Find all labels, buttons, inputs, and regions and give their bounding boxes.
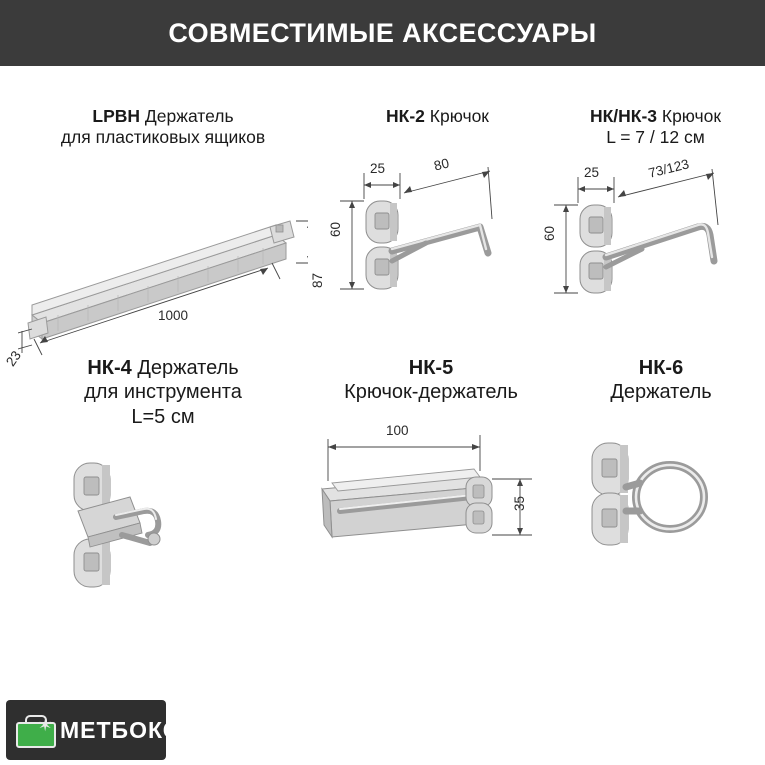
item-code-nk4: НК-4 — [87, 357, 132, 379]
item-name-lpbh-line1: Держатель — [144, 106, 234, 126]
items-grid — [0, 66, 765, 686]
item-name-nk4-line3: L=5 см — [131, 405, 195, 428]
item-caption-nk2 — [330, 106, 545, 127]
item-code-nk3: НК/НК-3 — [589, 106, 657, 126]
item-card-nk3 — [542, 106, 763, 361]
item-name-nk5: Крючок-держатель — [344, 381, 518, 404]
dim-nk5-35: 35 — [512, 495, 527, 511]
item-card-nk2 — [330, 106, 545, 357]
header-bar — [0, 0, 765, 66]
toolbox-icon — [12, 710, 56, 750]
item-caption-nk5 — [306, 356, 556, 405]
item-name-nk3-line1: Крючок — [661, 106, 722, 126]
dim-nk2-25: 25 — [370, 161, 386, 177]
item-name-nk3-line2: L = 7 / 12 см — [606, 127, 705, 148]
brand-name: МЕТБОКС — [60, 716, 181, 743]
lpbh-illustration — [18, 163, 308, 363]
item-name-nk6: Держатель — [610, 381, 712, 404]
item-card-nk5 — [306, 356, 556, 611]
item-drawing-nk5 — [306, 422, 556, 611]
brand-logo — [6, 700, 181, 760]
item-name-nk4-line2: для инструмента — [84, 381, 242, 404]
item-code-nk6: НК-6 — [638, 357, 684, 379]
item-caption-nk4 — [18, 356, 308, 429]
item-code-nk5: НК-5 — [408, 357, 454, 379]
nk4-illustration — [18, 453, 308, 633]
item-name-nk2: Крючок — [429, 106, 489, 126]
dim-nk5-100: 100 — [386, 422, 409, 438]
dim-nk2-80: 80 — [432, 155, 451, 174]
dim-nk3-73-123: 73/123 — [646, 155, 691, 181]
dim-nk3-60: 60 — [542, 225, 557, 241]
nk2-illustration — [330, 157, 545, 347]
item-code-lpbh: LPBH — [92, 106, 141, 126]
item-drawing-nk4 — [18, 453, 308, 633]
dim-nk3-25: 25 — [584, 164, 600, 180]
item-card-nk4 — [18, 356, 308, 633]
page-title: СОВМЕСТИМЫЕ АКСЕССУАРЫ — [168, 17, 597, 48]
wrench-icon: ✶ — [38, 716, 53, 735]
dim-nk2-60: 60 — [328, 222, 343, 238]
item-name-lpbh-line2: для пластиковых ящиков — [60, 127, 266, 148]
nk6-illustration — [566, 431, 756, 591]
item-name-nk4-line1: Держатель — [137, 357, 239, 379]
item-code-nk2: НК-2 — [386, 106, 425, 126]
item-caption-nk3 — [548, 106, 763, 149]
item-drawing-nk6 — [566, 431, 756, 611]
item-drawing-nk2 — [330, 157, 545, 357]
item-caption-nk6 — [566, 356, 756, 405]
item-drawing-nk3 — [542, 155, 763, 361]
nk3-illustration — [548, 161, 763, 351]
dim-lpbh-1000: 1000 — [158, 307, 189, 323]
item-caption-lpbh — [18, 106, 308, 149]
item-card-nk6 — [566, 356, 756, 611]
dim-lpbh-23: 23 — [3, 347, 24, 369]
footer-divider — [0, 686, 765, 688]
dim-lpbh-87: 87 — [310, 272, 325, 288]
